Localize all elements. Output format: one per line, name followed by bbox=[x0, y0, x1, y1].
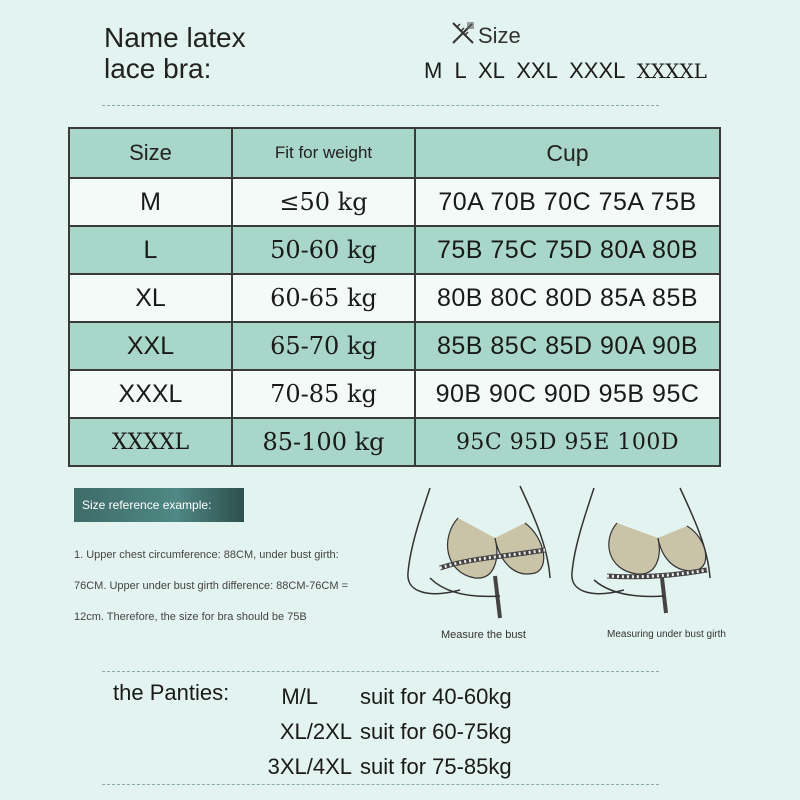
cell-weight: 85-100 kg bbox=[232, 418, 415, 466]
title-line-2: lace bra: bbox=[104, 53, 212, 84]
product-title bbox=[104, 22, 246, 84]
table-row bbox=[69, 322, 720, 370]
cell-size: XXXXL bbox=[69, 418, 232, 466]
reference-line: 1. Upper chest circumference: 88CM, under bust girth: bbox=[74, 549, 339, 561]
size-table bbox=[68, 127, 721, 467]
cell-cup: 80B 80C 80D 85A 85B bbox=[415, 274, 720, 322]
panties-label: the Panties: bbox=[113, 680, 230, 705]
header-weight: Fit for weight bbox=[232, 128, 415, 178]
divider bbox=[102, 105, 659, 106]
cell-size: L bbox=[69, 226, 232, 274]
cell-weight: 60-65 kg bbox=[232, 274, 415, 322]
size-list bbox=[424, 58, 707, 84]
divider bbox=[102, 784, 659, 785]
size-option: XXXXL bbox=[636, 59, 707, 83]
table-row bbox=[69, 274, 720, 322]
panties-suit: suit for 60-75kg bbox=[360, 719, 512, 744]
panties-size: XL/2XL bbox=[279, 719, 352, 744]
caption-measure-underbust: Measuring under bust girth bbox=[607, 629, 726, 640]
caption-measure-bust: Measure the bust bbox=[441, 629, 526, 641]
reference-text bbox=[74, 540, 394, 633]
size-label: Size bbox=[478, 23, 521, 48]
cell-size: XXL bbox=[69, 322, 232, 370]
size-option: XXL bbox=[516, 58, 557, 83]
cell-weight: 50-60 kg bbox=[232, 226, 415, 274]
table-row bbox=[69, 418, 720, 466]
size-heading bbox=[450, 20, 521, 52]
size-option: XL bbox=[478, 58, 505, 83]
ruler-pencil-icon bbox=[450, 20, 476, 52]
cell-size: M bbox=[69, 178, 232, 226]
cell-cup: 85B 85C 85D 90A 90B bbox=[415, 322, 720, 370]
cell-size: XXXL bbox=[69, 370, 232, 418]
panties-row bbox=[218, 684, 318, 710]
cell-cup: 90B 90C 90D 95B 95C bbox=[415, 370, 720, 418]
measure-underbust-illustration bbox=[562, 478, 722, 628]
table-header-row bbox=[69, 128, 720, 178]
size-option: XXXL bbox=[569, 58, 625, 83]
cell-weight: ≤50 kg bbox=[232, 178, 415, 226]
table-row bbox=[69, 178, 720, 226]
reference-line: 76CM. Upper under bust girth difference: 88CM-76CM = bbox=[74, 580, 349, 592]
table-row bbox=[69, 226, 720, 274]
reference-line: 12cm. Therefore, the size for bra should be 75B bbox=[74, 611, 307, 623]
table-row bbox=[69, 370, 720, 418]
divider bbox=[102, 671, 659, 672]
panties-suit: suit for 40-60kg bbox=[360, 684, 512, 709]
panties-row bbox=[218, 719, 352, 745]
cell-cup: 75B 75C 75D 80A 80B bbox=[415, 226, 720, 274]
panties-size: M/L bbox=[281, 684, 318, 709]
reference-badge: Size reference example: bbox=[74, 488, 244, 522]
cell-size: XL bbox=[69, 274, 232, 322]
size-option: M bbox=[424, 58, 443, 83]
panties-size: 3XL/4XL bbox=[267, 754, 352, 779]
cell-weight: 70-85 kg bbox=[232, 370, 415, 418]
panties-row bbox=[218, 754, 352, 780]
panties-suit: suit for 75-85kg bbox=[360, 754, 512, 779]
header-cup: Cup bbox=[415, 128, 720, 178]
size-option: L bbox=[454, 58, 466, 83]
cell-cup: 95C 95D 95E 100D bbox=[415, 418, 720, 466]
cell-weight: 65-70 kg bbox=[232, 322, 415, 370]
measure-bust-illustration bbox=[400, 478, 560, 628]
title-line-1: Name latex bbox=[104, 22, 246, 53]
cell-cup: 70A 70B 70C 75A 75B bbox=[415, 178, 720, 226]
header-size: Size bbox=[69, 128, 232, 178]
